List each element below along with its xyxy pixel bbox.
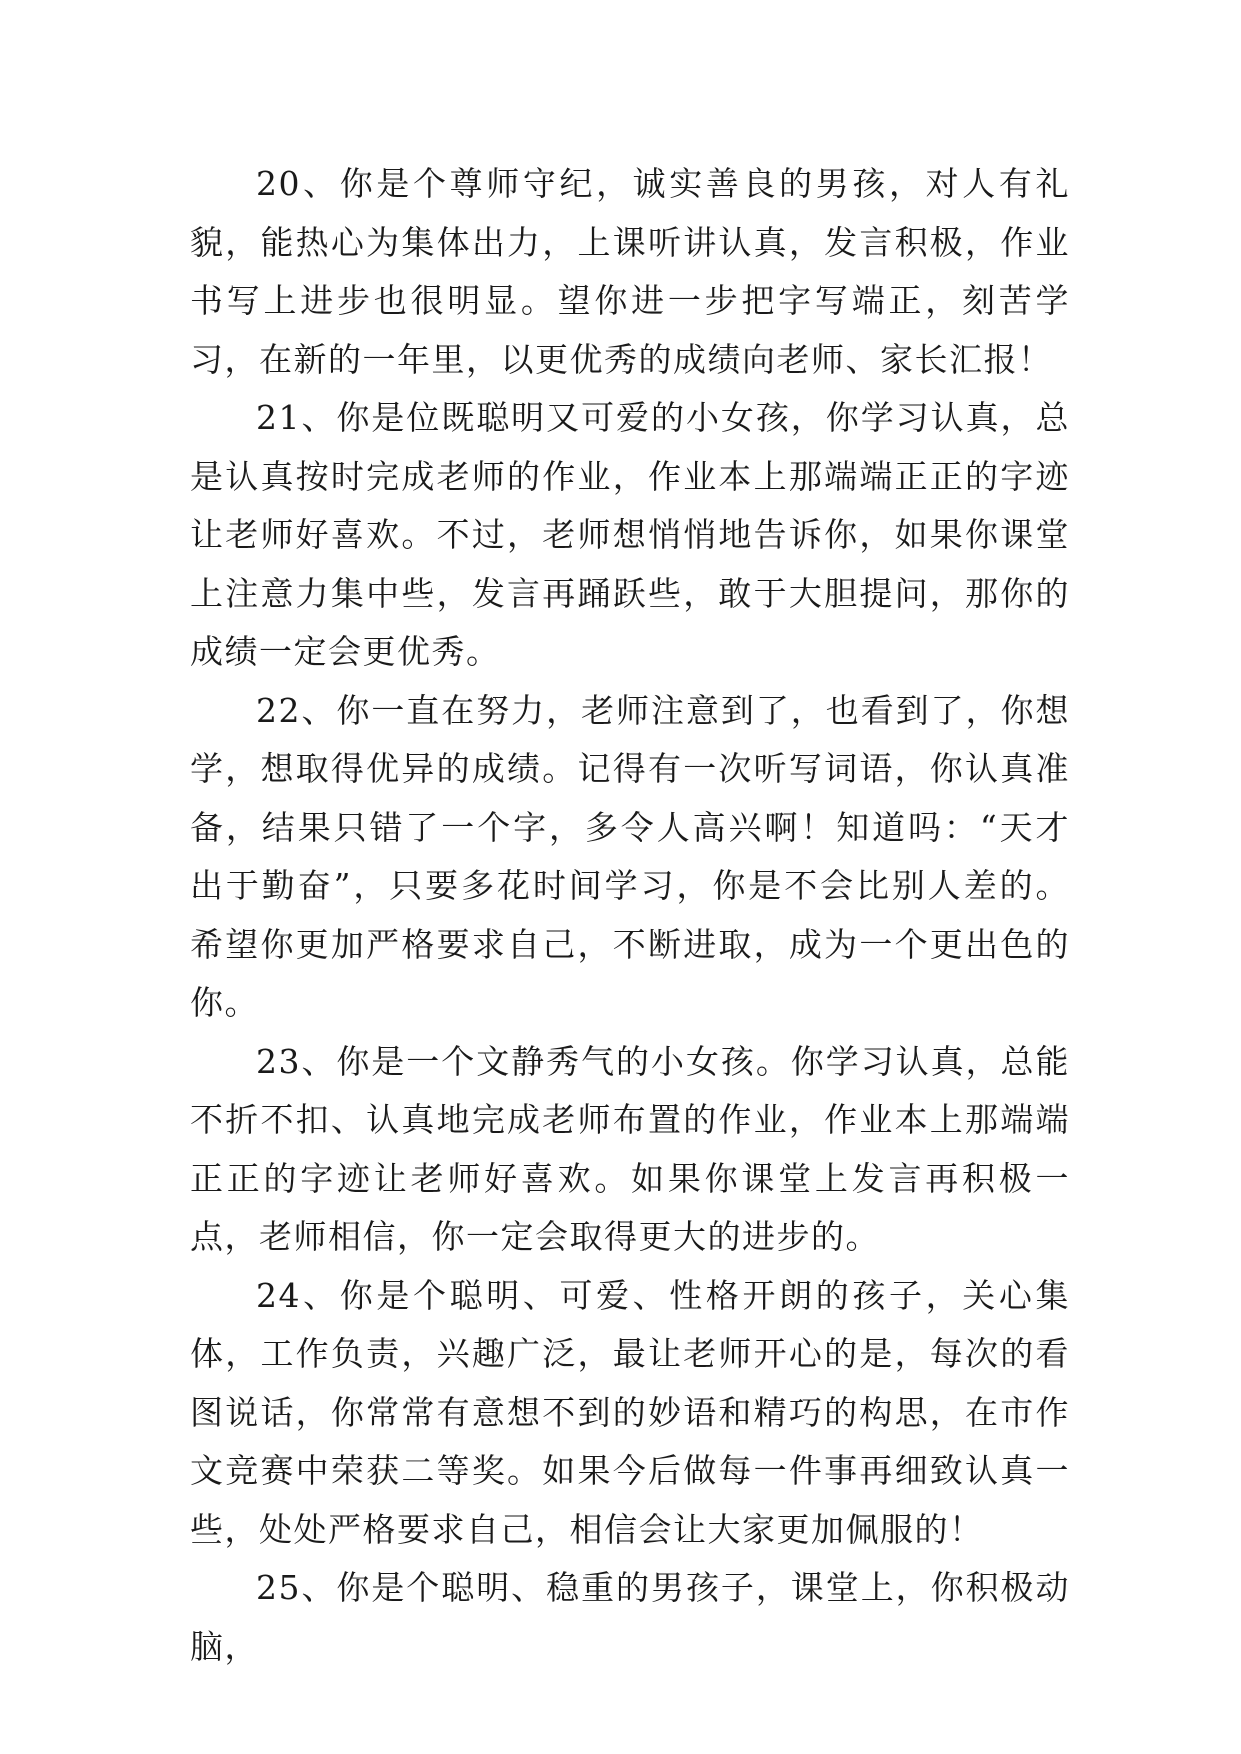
- comment-paragraph-24: 24、你是个聪明、可爱、性格开朗的孩子，关心集体，工作负责，兴趣广泛，最让老师开心的是，每次的看图说话，你常常有意想不到的妙语和精巧的构思，在市作文竞赛中荣获二等奖。如果今后做每一件事再细致认真一些，处处严格要求自己，相信会让大家更加佩服的！: [190, 1275, 1070, 1549]
- document-body: [190, 155, 1070, 1676]
- comment-paragraph-22: 22、你一直在努力，老师注意到了，也看到了，你想学，想取得优异的成绩。记得有一次听写词语，你认真准备，结果只错了一个字，多令人高兴啊！知道吗：“天才出于勤奋”，只要多花时间学习，你是不会比别人差的。希望你更加严格要求自己，不断进取，成为一个更出色的你。: [190, 690, 1070, 1022]
- comment-paragraph-21: 21、你是位既聪明又可爱的小女孩，你学习认真，总是认真按时完成老师的作业，作业本上那端端正正的字迹让老师好喜欢。不过，老师想悄悄地告诉你，如果你课堂上注意力集中些，发言再踊跃些，敢于大胆提问，那你的成绩一定会更优秀。: [190, 398, 1070, 671]
- comment-paragraph-25: 25、你是个聪明、稳重的男孩子，课堂上，你积极动脑，: [190, 1568, 1070, 1666]
- comment-paragraph-20: 20、你是个尊师守纪，诚实善良的男孩，对人有礼貌，能热心为集体出力，上课听讲认真，发言积极，作业书写上进步也很明显。望你进一步把字写端正，刻苦学习，在新的一年里，以更优秀的成绩向老师、家长汇报！: [190, 164, 1070, 379]
- comment-paragraph-23: 23、你是一个文静秀气的小女孩。你学习认真，总能不折不扣、认真地完成老师布置的作业，作业本上那端端正正的字迹让老师好喜欢。如果你课堂上发言再积极一点，老师相信，你一定会取得更大的进步的。: [190, 1041, 1070, 1256]
